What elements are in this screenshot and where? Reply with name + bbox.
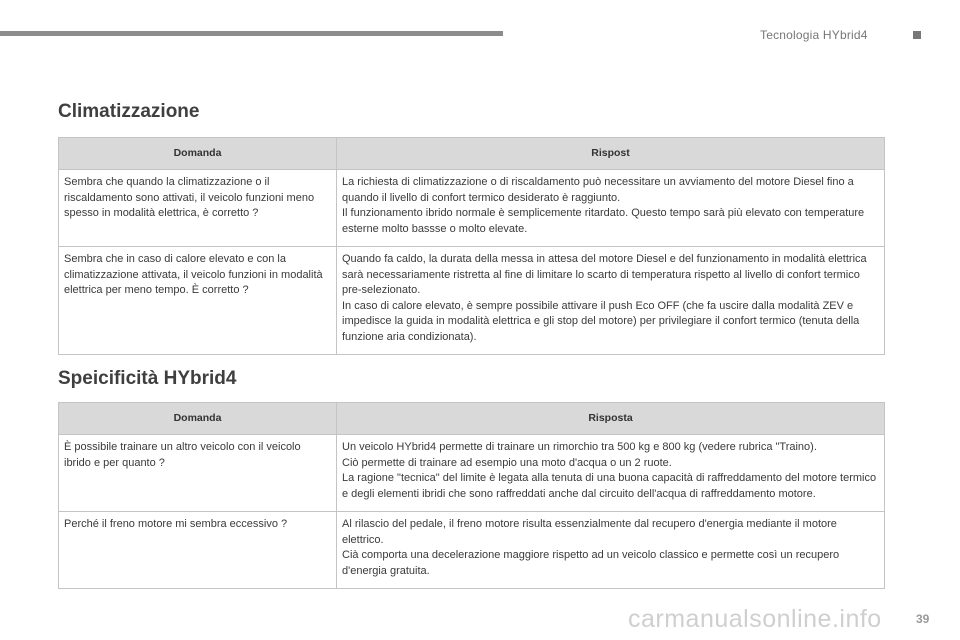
table-row: [59, 247, 885, 355]
answer-paragraph: In caso di calore elevato, è sempre possibile attivare il push Eco OFF (che fa uscire dalla modalità ZEV e impedisce la guida in modalità elettrica e gli stop del motore) per privilegiare il confort termico (tenuta della funzione aria condizionata).: [342, 299, 860, 343]
table-row: [59, 512, 885, 589]
answer-cell: [337, 170, 885, 247]
answer-paragraph: Cià comporta una decelerazione maggiore rispetto ad un veicolo classico e permette così un recupero d'energia gratuita.: [342, 549, 840, 577]
answer-cell: [337, 512, 885, 589]
answer-paragraph: Un veicolo HYbrid4 permette di trainare un rimorchio tra 500 kg e 800 kg (vedere rubrica "Traino).: [342, 441, 817, 453]
answer-cell: [337, 247, 885, 355]
table-header-row: [59, 403, 885, 435]
question-cell: È possibile trainare un altro veicolo con il veicolo ibrido e per quanto ?: [59, 435, 337, 512]
column-header-answer: Rispost: [337, 138, 885, 170]
question-cell: Sembra che quando la climatizzazione o il riscaldamento sono attivati, il veicolo funzioni meno spesso in modalità elettrica, è corretto ?: [59, 170, 337, 247]
table-row: [59, 435, 885, 512]
header-rule: [0, 31, 503, 36]
answer-paragraph: La ragione "tecnica" del limite è legata alla tenuta di una buona capacità di raffreddamento del motore termico e degli elementi ibridi che sono raffreddati anche dal circuito dell'acqua di raffreddamento motore.: [342, 472, 877, 500]
answer-paragraph: Al rilascio del pedale, il freno motore risulta essenzialmente dal recupero d'energia mediante il motore elettrico.: [342, 518, 837, 546]
column-header-question: Domanda: [59, 138, 337, 170]
faq-table-climatizzazione: [58, 137, 885, 355]
column-header-answer: Risposta: [337, 403, 885, 435]
answer-cell: [337, 435, 885, 512]
watermark-text: carmanualsonline.info: [628, 605, 882, 633]
page-number: 39: [916, 612, 930, 626]
column-header-question: Domanda: [59, 403, 337, 435]
answer-paragraph: Ciò permette di trainare ad esempio una moto d'acqua o un 2 ruote.: [342, 456, 672, 469]
question-cell: Sembra che in caso di calore elevato e con la climatizzazione attivata, il veicolo funzioni in modalità elettrica per meno tempo. È corretto ?: [59, 247, 337, 355]
section-title-specificita-hybrid4: Speicificità HYbrid4: [58, 368, 237, 389]
answer-paragraph: La richiesta di climatizzazione o di riscaldamento può necessitare un avviamento del motore Diesel fino a quando il livello di confort termico desiderato è raggiunto.: [342, 176, 854, 204]
question-cell: Perché il freno motore mi sembra eccessivo ?: [59, 512, 337, 589]
faq-table-hybrid4: [58, 402, 885, 589]
answer-paragraph: Il funzionamento ibrido normale è semplicemente ritardato. Questo tempo sarà più elevato con temperature esterne molto bassse o molto elevate.: [342, 207, 865, 235]
table-row: [59, 170, 885, 247]
chapter-marker-square: [913, 31, 921, 39]
table-header-row: [59, 138, 885, 170]
answer-paragraph: Quando fa caldo, la durata della messa in attesa del motore Diesel e del funzionamento in modalità elettrica sarà necessariamente ristretta al fine di limitare lo scarto di temperatura rispetto al livello di confort termico pre-selezionato.: [342, 253, 867, 296]
section-title-climatizzazione: Climatizzazione: [58, 101, 200, 122]
chapter-title: Tecnologia HYbrid4: [760, 28, 868, 42]
